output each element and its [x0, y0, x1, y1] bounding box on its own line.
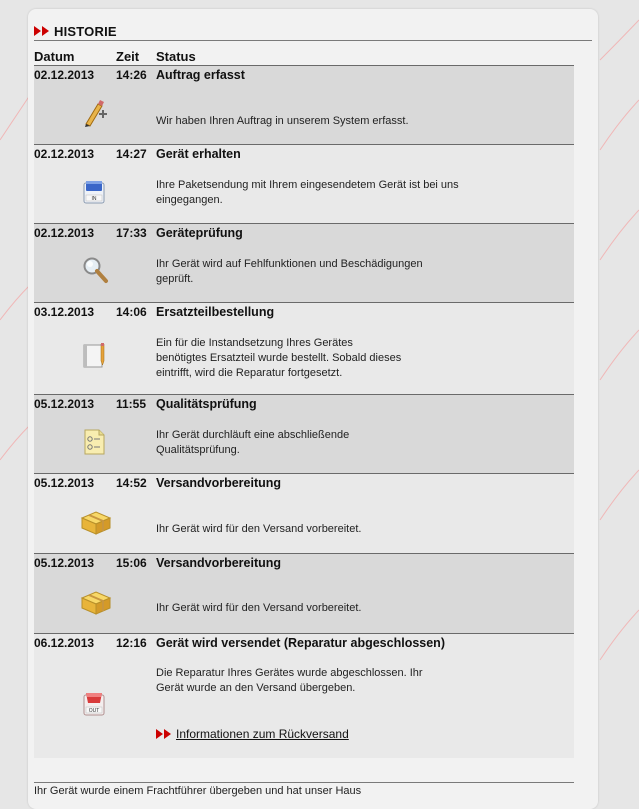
- description-line: Ihr Gerät durchläuft eine abschließende: [156, 429, 350, 441]
- section-header: [34, 22, 592, 41]
- footer-text: Ihr Gerät wurde einem Frachtführer übergeben und hat unser Haus: [34, 785, 362, 797]
- description-line: Gerät wurde an den Versand übergeben.: [156, 682, 356, 694]
- inbox-in-icon: [80, 177, 108, 205]
- table-row: [34, 634, 574, 758]
- row-time: 14:52: [116, 476, 147, 490]
- row-description: [156, 257, 486, 287]
- row-description: [156, 336, 486, 381]
- header-time: Zeit: [116, 49, 140, 64]
- description-line: eingegangen.: [156, 194, 223, 206]
- package-icon: [80, 508, 108, 536]
- row-date: 02.12.2013: [34, 147, 95, 161]
- table-row: [34, 66, 574, 145]
- row-description: [156, 428, 486, 458]
- row-date: 02.12.2013: [34, 68, 95, 82]
- row-time: 15:06: [116, 556, 147, 570]
- footer-divider: [34, 782, 574, 783]
- row-status: Auftrag erfasst: [156, 68, 245, 82]
- row-time: 14:27: [116, 147, 147, 161]
- description-line: eintrifft, wird die Reparatur fortgesetzt.: [156, 367, 343, 379]
- return-shipping-info-link[interactable]: [156, 727, 349, 741]
- table-row: [34, 303, 574, 395]
- table-row: [34, 554, 574, 634]
- header-date: Datum: [34, 49, 75, 64]
- row-description: [156, 522, 486, 537]
- double-arrow-icon: [156, 729, 172, 739]
- row-status: Gerät erhalten: [156, 147, 241, 161]
- description-line: Ihr Gerät wird auf Fehlfunktionen und Beschädigungen: [156, 258, 423, 270]
- description-line: benötigtes Ersatzteil wurde bestellt. Sobald dieses: [156, 352, 402, 364]
- row-date: 05.12.2013: [34, 556, 95, 570]
- row-date: 03.12.2013: [34, 305, 95, 319]
- row-status: Versandvorbereitung: [156, 476, 282, 490]
- row-time: 11:55: [116, 397, 147, 411]
- svg-text:IN: IN: [91, 196, 97, 202]
- row-date: 02.12.2013: [34, 226, 95, 240]
- row-description: [156, 178, 486, 208]
- double-arrow-icon: [34, 26, 50, 36]
- row-date: 05.12.2013: [34, 397, 95, 411]
- header-status: Status: [156, 49, 196, 64]
- outbox-out-icon: [80, 689, 108, 717]
- table-row: [34, 474, 574, 554]
- row-description: [156, 666, 486, 696]
- row-time: 14:26: [116, 68, 147, 82]
- table-row: [34, 145, 574, 224]
- package-icon: [80, 588, 108, 616]
- row-status: Gerät wird versendet (Reparatur abgeschlossen): [156, 636, 445, 650]
- description-line: Ein für die Instandsetzung Ihres Gerätes: [156, 337, 353, 349]
- table-header: [34, 48, 574, 66]
- row-date: 06.12.2013: [34, 636, 95, 650]
- table-row: [34, 395, 574, 474]
- row-status: Versandvorbereitung: [156, 556, 282, 570]
- history-card: [28, 9, 598, 809]
- description-line: Wir haben Ihren Auftrag in unserem System erfasst.: [156, 115, 409, 127]
- section-title: HISTORIE: [54, 23, 117, 39]
- description-line: Ihr Gerät wird für den Versand vorbereitet.: [156, 523, 362, 535]
- description-line: Ihre Paketsendung mit Ihrem eingesendetem Gerät ist bei uns: [156, 179, 459, 191]
- table-row: [34, 224, 574, 303]
- magnifier-icon: [80, 254, 108, 282]
- row-time: 12:16: [116, 636, 147, 650]
- checklist-icon: [80, 427, 108, 455]
- description-line: geprüft.: [156, 273, 194, 285]
- svg-text:OUT: OUT: [88, 708, 100, 714]
- row-status: Geräteprüfung: [156, 226, 243, 240]
- return-shipping-info-label[interactable]: Informationen zum Rückversand: [176, 727, 349, 741]
- description-line: Qualitätsprüfung.: [156, 444, 240, 456]
- row-time: 17:33: [116, 226, 147, 240]
- row-status: Ersatzteilbestellung: [156, 305, 275, 319]
- description-line: Ihr Gerät wird für den Versand vorbereitet.: [156, 602, 362, 614]
- row-status: Qualitätsprüfung: [156, 397, 257, 411]
- row-date: 05.12.2013: [34, 476, 95, 490]
- description-line: Die Reparatur Ihres Gerätes wurde abgeschlossen. Ihr: [156, 667, 423, 679]
- pencil-add-icon: [80, 96, 108, 124]
- row-description: [156, 114, 486, 129]
- row-description: [156, 601, 486, 616]
- history-table: [34, 66, 574, 758]
- row-time: 14:06: [116, 305, 147, 319]
- notepad-icon: [80, 341, 108, 369]
